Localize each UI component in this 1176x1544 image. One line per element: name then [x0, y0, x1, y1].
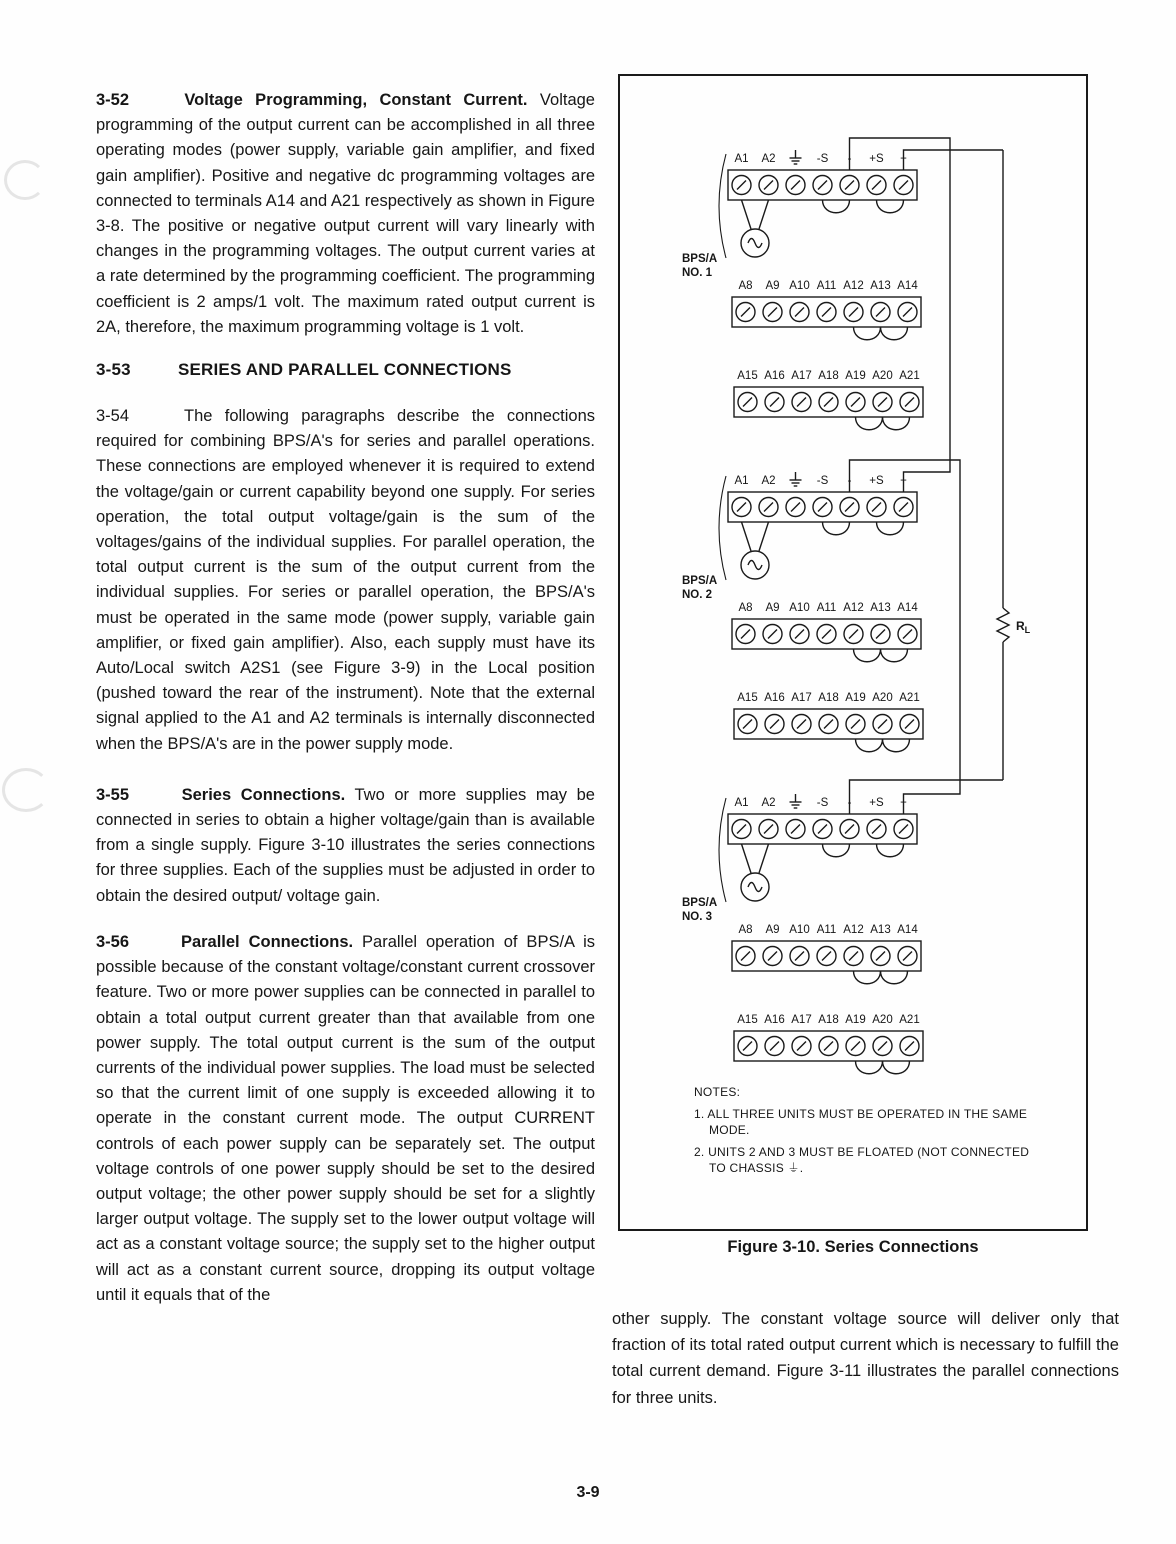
terminal-label: A11	[816, 924, 837, 936]
section-heading: Parallel Connections.	[180, 932, 354, 951]
jumper-strap	[881, 327, 908, 340]
terminal-label: -	[847, 475, 852, 487]
jumper-strap	[856, 739, 883, 752]
terminal-label: A18	[818, 692, 839, 704]
section-number: 3-53	[96, 360, 131, 380]
terminal-label: -S	[816, 153, 829, 165]
section-body: Two or more supplies may be connected in series to obtain a higher voltage/gain than is available from a single supply. Figure 3-10 illustrates the series connections for three supplies. Each of the supplies must be adjusted in order to obtain the desired output/ voltage gain.	[96, 785, 595, 905]
unit-label: BPS/A	[682, 575, 718, 587]
terminal-label: A15	[737, 370, 758, 382]
page-number: 3-9	[576, 1484, 600, 1501]
terminal-label: A16	[764, 1014, 785, 1026]
load-resistor-icon	[997, 608, 1009, 642]
jumper-strap	[854, 971, 881, 984]
bps-unit-2	[682, 472, 923, 752]
section-body: Voltage programming of the output current can be accomplished in all three operating modes (power supply, variable gain amplifier, and fixed gain amplifier). Positive and negative dc programming voltages are connected to terminals A14 and A21 respectively as shown in Figure 3-8. The positive or negative output current will vary linearly with changes in the programming voltages. The output current varies at a rate determined by the programming coefficient. The programming coefficient is 2 amps/1 volt. The maximum rated output current is 2A, therefore, the maximum programming voltage is 1 volt.	[96, 91, 595, 336]
terminal-strip-top	[728, 472, 917, 522]
terminal-label: A14	[897, 602, 918, 614]
terminal-strip-middle	[732, 602, 921, 649]
terminal-label: A15	[737, 692, 758, 704]
terminal-label: A14	[897, 280, 918, 292]
jumper-strap	[877, 200, 904, 213]
terminal-label: A8	[738, 602, 753, 614]
terminal-strip-top	[728, 794, 917, 844]
terminal-label: A1	[734, 797, 749, 809]
heading-3-53	[96, 360, 595, 380]
terminal-label: A18	[818, 370, 839, 382]
unit-label: NO. 1	[682, 267, 713, 279]
terminal-label: A16	[764, 692, 785, 704]
note-1: 1. ALL THREE UNITS MUST BE OPERATED IN THE SAME MODE.	[694, 1106, 1028, 1137]
terminal-label: +	[900, 797, 907, 809]
terminal-label: A21	[899, 692, 920, 704]
jumper-strap	[881, 649, 908, 662]
section-heading: Series Connections.	[181, 785, 346, 804]
terminal-label: A13	[870, 924, 891, 936]
unit-label: NO. 3	[682, 911, 713, 923]
terminal-label: A13	[870, 602, 891, 614]
section-number: 3-55	[96, 785, 130, 804]
terminal-label: A12	[843, 602, 864, 614]
terminal-label: A17	[791, 692, 812, 704]
terminal-label: A19	[845, 370, 866, 382]
terminal-strip-middle	[732, 280, 921, 327]
terminal-label: A2	[761, 475, 776, 487]
terminal-label: +S	[869, 475, 884, 487]
figure-caption: Figure 3-10. Series Connections	[727, 1238, 979, 1256]
left-text-column	[96, 88, 595, 1308]
paragraph-3-56	[96, 930, 595, 1308]
paragraph-3-54	[96, 404, 595, 757]
paragraph-3-55	[96, 783, 595, 909]
continuation-paragraph: other supply. The constant voltage source will deliver only that fraction of its total rated output current which is necessary to fulfill the total current demand. Figure 3-11 illustrates the parallel connections for three units.	[612, 1310, 1119, 1407]
jumper-strap	[854, 649, 881, 662]
section-heading: SERIES AND PARALLEL CONNECTIONS	[177, 360, 512, 380]
terminal-label: A13	[870, 280, 891, 292]
jumper-strap	[877, 522, 904, 535]
terminal-label: A10	[789, 924, 810, 936]
jumper-strap	[854, 327, 881, 340]
jumper-strap	[877, 844, 904, 857]
unit-label: NO. 2	[682, 589, 713, 601]
terminal-label: A10	[789, 280, 810, 292]
terminal-label: A1	[734, 475, 749, 487]
terminal-label: A19	[845, 692, 866, 704]
terminal-label: A17	[791, 1014, 812, 1026]
bps-unit-3	[682, 794, 923, 1074]
bps-unit-1	[682, 150, 923, 430]
notes-title: NOTES:	[694, 1085, 741, 1099]
terminal-label: A11	[816, 602, 837, 614]
jumper-strap	[823, 844, 850, 857]
unit-label: BPS/A	[682, 897, 718, 909]
jumper-strap	[883, 739, 910, 752]
terminal-label: -	[847, 153, 852, 165]
terminal-label: A9	[765, 602, 780, 614]
note-2: 2. UNITS 2 AND 3 MUST BE FLOATED (NOT CONNECTED TO CHASSIS ⏚.	[694, 1144, 1030, 1175]
terminal-label: A1	[734, 153, 749, 165]
section-number: 3-52	[96, 91, 130, 109]
terminal-label: -	[847, 797, 852, 809]
terminal-label: A9	[765, 924, 780, 936]
section-body: Parallel operation of BPS/A is possible because of the constant voltage/constant current crossover feature. Two or more power supplies can be connected in parallel to obtain a total output current greater than that available from one power supply. The total output current is the sum of the output currents of the individual power supplies. The load must be selected so that the current limit of one supply is exceeded allowing it to operate in the constant current mode. The output CURRENT controls of each power supply can be separately set. The output voltage controls of one power supply should be set to the desired output voltage; the other power supply should be set for a slightly larger output voltage. The supply set to the lower output voltage will act as a constant voltage source; the supply set to the higher output will act as a constant current source, dropping its output voltage until it equals that of the	[96, 932, 595, 1304]
terminal-label: A20	[872, 692, 893, 704]
terminal-label: +	[900, 475, 907, 487]
jumper-strap	[823, 200, 850, 213]
figure-3-10-box	[618, 74, 1088, 1231]
terminal-strip-middle	[732, 924, 921, 971]
terminal-label: A2	[761, 797, 776, 809]
terminal-label: A18	[818, 1014, 839, 1026]
terminal-strip-top	[728, 150, 917, 200]
unit-label: BPS/A	[682, 253, 718, 265]
terminal-strip-bottom	[734, 370, 923, 417]
jumper-strap	[856, 1061, 883, 1074]
terminal-label: +	[900, 153, 907, 165]
terminal-strip-bottom	[734, 692, 923, 739]
scan-artifact	[4, 160, 46, 200]
terminal-label: A8	[738, 924, 753, 936]
terminal-label: A15	[737, 1014, 758, 1026]
terminal-label: -S	[816, 797, 829, 809]
scan-artifact	[2, 768, 50, 812]
terminal-label: A19	[845, 1014, 866, 1026]
load-label: $R_L$	[1016, 619, 1031, 635]
jumper-strap	[883, 1061, 910, 1074]
jumper-strap	[856, 417, 883, 430]
terminal-label: A10	[789, 602, 810, 614]
terminal-label: A21	[899, 1014, 920, 1026]
section-number: 3-56	[96, 932, 130, 951]
terminal-label: +S	[869, 797, 884, 809]
terminal-label: A11	[816, 280, 837, 292]
terminal-label: A14	[897, 924, 918, 936]
terminal-label: +S	[869, 153, 884, 165]
paragraph-3-52	[96, 88, 595, 340]
terminal-label: A9	[765, 280, 780, 292]
terminal-strip-bottom	[734, 1014, 923, 1061]
terminal-label: A12	[843, 924, 864, 936]
section-number: 3-54	[96, 407, 130, 426]
terminal-label: A12	[843, 280, 864, 292]
terminal-label: A8	[738, 280, 753, 292]
jumper-strap	[823, 522, 850, 535]
jumper-strap	[881, 971, 908, 984]
jumper-strap	[883, 417, 910, 430]
section-heading: Voltage Programming, Constant Current.	[184, 91, 528, 109]
terminal-label: A16	[764, 370, 785, 382]
terminal-label: A21	[899, 370, 920, 382]
terminal-label: A20	[872, 1014, 893, 1026]
terminal-label: A2	[761, 153, 776, 165]
terminal-label: A17	[791, 370, 812, 382]
figure-notes	[694, 1084, 1030, 1177]
terminal-label: A20	[872, 370, 893, 382]
terminal-label: -S	[816, 475, 829, 487]
series-connections-diagram	[620, 76, 1085, 1228]
section-body: The following paragraphs describe the connections required for combining BPS/A's for series and parallel operations. These connections are employed whenever it is required to extend the voltage/gain or current capability beyond one supply. For series operation, the total output voltage/gain is the sum of the voltages/gains of the individual supplies. For parallel operation, the total output current is the sum of the output current from the individual supplies. For series or parallel operation, the BPS/A's must be operated in the same mode (power supply, variable gain amplifier, or fixed gain amplifier). Also, each supply must have its Auto/Local switch A2S1 (see Figure 3-9) in the Local position (pushed toward the rear of the instrument). Note that the external signal applied to the A1 and A2 terminals is internally disconnected when the BPS/A's are in the power supply mode.	[96, 407, 595, 753]
